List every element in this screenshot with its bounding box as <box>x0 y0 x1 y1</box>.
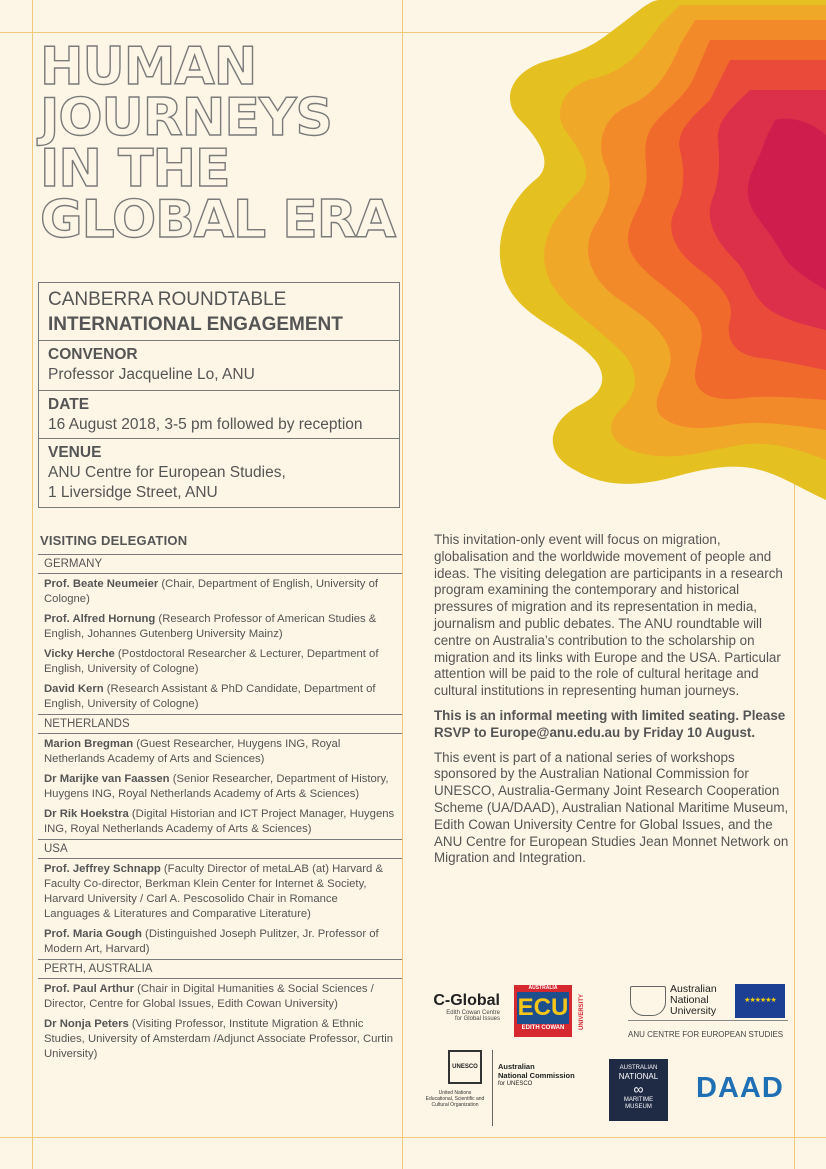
delegate-role: (Digital Historian and ICT Project Manager, Huygens ING, Royal Netherlands Academy of Arts & Sciences) <box>44 808 395 835</box>
maritime-line: AUSTRALIAN <box>619 1065 658 1071</box>
venue-label: VENUE <box>48 444 102 461</box>
delegate-entry <box>38 644 402 679</box>
delegate-role: (Chair, Department of English, University of Cologne) <box>44 578 379 605</box>
delegate-role: (Research Assistant & PhD Candidate, Department of English, University of Cologne) <box>44 683 376 710</box>
date-label: DATE <box>48 396 90 413</box>
delegate-role: (Distinguished Joseph Pulitzer, Jr. Professor of Modern Art, Harvard) <box>44 928 379 955</box>
anu-name-line: University <box>670 1005 717 1017</box>
delegate-entry <box>38 1014 402 1064</box>
delegate-name: Dr Nonja Peters <box>44 1018 129 1030</box>
delegate-entry <box>38 609 402 644</box>
page-title <box>40 37 396 250</box>
ecu-main: ECU <box>517 992 569 1024</box>
guide-line <box>0 1137 826 1138</box>
delegate-entry <box>38 734 402 769</box>
sponsors-paragraph: This event is part of a national series of workshops sponsored by the Australian National Commission for UNESCO, Australia-Germany Joint Research Cooperation Scheme (UA/DAAD), Australian National Maritime Museum, Edith Cowan University Centre for Global Issues, and the ANU Centre for European Studies Jean Monnet Network on Migration and Integration. <box>434 749 789 866</box>
convenor-box <box>38 340 400 391</box>
ecu-logo <box>514 985 584 1037</box>
ecu-top: AUSTRALIA <box>528 985 558 991</box>
unesco-caption: Educational, Scientific and <box>425 1096 485 1102</box>
unesco-caption: Cultural Organization <box>431 1102 479 1108</box>
delegate-entry <box>38 979 402 1014</box>
country-heading: USA <box>38 839 402 859</box>
daad-logo: DAAD <box>696 1072 784 1104</box>
delegate-name: Marion Bregman <box>44 738 134 750</box>
delegate-role: (Research Professor of American Studies & English, Johannes Gutenberg University Mainz) <box>44 613 377 640</box>
delegation-heading: VISITING DELEGATION <box>40 533 188 548</box>
maritime-knot-icon: ∞ <box>633 1081 644 1097</box>
maritime-line: NATIONAL <box>618 1072 659 1081</box>
venue-box <box>38 438 400 508</box>
anu-logo <box>628 984 796 1040</box>
country-heading: NETHERLANDS <box>38 714 402 734</box>
delegate-role: (Visiting Professor, Institute Migration & Ethnic Studies, University of Amsterdam /Adjunct Associate Professor, Curtin University) <box>44 1018 394 1060</box>
description-paragraph: This invitation-only event will focus on migration, globalisation and the worldwide movement of people and ideas. The visiting delegation are participants in a research program examining the contemporary and historical pressures of migration and its representation in media, journalism and public debates. The ANU roundtable will centre on Australia’s contribution to the scholarship on migration and its links with Europe and the USA. Particular attention will be paid to the role of cultural heritage and cultural institutions in representing human journeys. <box>434 532 783 699</box>
delegate-role: (Postdoctoral Researcher & Lecturer, Department of English, University of Cologne) <box>44 648 379 675</box>
delegate-entry <box>38 859 402 924</box>
delegate-name: Dr Rik Hoekstra <box>44 808 129 820</box>
date-box <box>38 390 400 439</box>
date-value: 16 August 2018, 3-5 pm followed by reception <box>48 416 363 433</box>
unesco-logo <box>420 1050 580 1126</box>
title-line: JOURNEYS <box>40 88 332 148</box>
unesco-commission-line: National Commission <box>498 1071 575 1080</box>
topographic-artwork <box>480 0 826 500</box>
cglobal-logo <box>424 992 500 1022</box>
delegate-name: Dr Marijke van Faassen <box>44 773 170 785</box>
venue-line: 1 Liversidge Street, ANU <box>48 484 218 501</box>
cglobal-sub: for Global Issues <box>454 1016 500 1022</box>
title-line: IN THE <box>40 139 230 199</box>
unesco-commission-line: for UNESCO <box>498 1081 533 1087</box>
title-line: HUMAN <box>40 37 257 97</box>
delegate-role: (Guest Researcher, Huygens ING, Royal Netherlands Academy of Arts and Sciences) <box>44 738 341 765</box>
ecu-bottom: EDITH COWAN <box>521 1025 565 1031</box>
delegate-entry <box>38 804 402 839</box>
delegate-entry <box>38 769 402 804</box>
guide-line <box>402 0 403 1169</box>
event-description <box>434 532 794 875</box>
delegation-groups <box>38 554 402 1064</box>
anu-centre-name: ANU CENTRE FOR EUROPEAN STUDIES <box>628 1030 784 1039</box>
roundtable-name: CANBERRA ROUNDTABLE <box>48 289 287 310</box>
roundtable-subtitle: INTERNATIONAL ENGAGEMENT <box>48 314 343 335</box>
delegate-entry <box>38 574 402 609</box>
delegate-role: (Faculty Director of metaLAB (at) Harvard & Faculty Co-director, Berkman Klein Center for Internet & Society, Harvard University / Carl A. Pescosolido Chair in Romance Languages & Literatures and Comparative Literature) <box>44 863 384 920</box>
maritime-line: MARITIME <box>623 1097 654 1103</box>
delegate-name: David Kern <box>44 683 104 695</box>
cglobal-name: C-Global <box>433 992 500 1009</box>
delegate-name: Prof. Maria Gough <box>44 928 142 940</box>
delegate-role: (Chair in Digital Humanities & Social Sciences / Director, Centre for Global Issues, Edith Cowan University) <box>44 983 374 1010</box>
cglobal-sub: Edith Cowan Centre <box>446 1010 500 1016</box>
delegate-role: (Senior Researcher, Department of History, Huygens ING, Royal Netherlands Academy of Arts & Sciences) <box>44 773 389 800</box>
unesco-commission-line: Australian <box>498 1062 535 1071</box>
country-heading: GERMANY <box>38 554 402 574</box>
title-line: GLOBAL ERA <box>40 190 396 250</box>
anu-crest-icon <box>630 986 666 1016</box>
convenor-label: CONVENOR <box>48 346 138 363</box>
ecu-side: UNIVERSITY <box>579 994 585 1031</box>
delegate-name: Prof. Beate Neumeier <box>44 578 159 590</box>
delegate-name: Prof. Alfred Hornung <box>44 613 156 625</box>
unesco-caption: United Nations <box>438 1090 472 1096</box>
delegate-entry <box>38 924 402 959</box>
delegate-name: Prof. Jeffrey Schnapp <box>44 863 161 875</box>
roundtable-box <box>38 282 400 341</box>
country-heading: PERTH, AUSTRALIA <box>38 959 402 979</box>
venue-line: ANU Centre for European Studies, <box>48 464 286 481</box>
delegate-name: Prof. Paul Arthur <box>44 983 134 995</box>
visiting-delegation <box>38 533 402 1064</box>
maritime-line: MUSEUM <box>625 1104 652 1110</box>
anu-name-line: Australian <box>670 983 717 995</box>
anu-name-line: National <box>670 994 709 1006</box>
convenor-value: Professor Jacqueline Lo, ANU <box>48 366 255 383</box>
rsvp-notice: This is an informal meeting with limited seating. Please RSVP to Europe@anu.edu.au by Friday 10 August. <box>434 707 786 740</box>
unesco-temple-icon: UNESCO <box>448 1050 482 1084</box>
delegate-name: Vicky Herche <box>44 648 115 660</box>
maritime-museum-logo <box>609 1059 668 1121</box>
delegate-entry <box>38 679 402 714</box>
eu-flag-icon: ★★★★★★ <box>735 984 785 1018</box>
guide-line <box>32 0 33 1169</box>
